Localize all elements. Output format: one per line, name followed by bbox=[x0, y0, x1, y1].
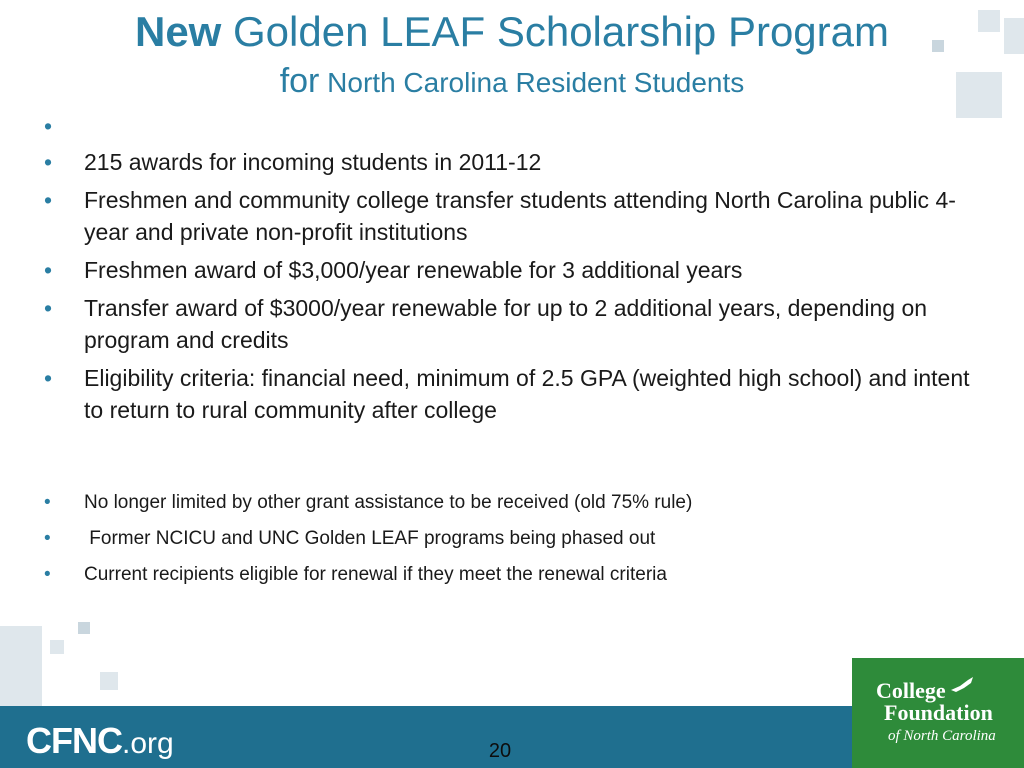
bullet-text: Eligibility criteria: financial need, minimum of 2.5 GPA (weighted high school) and intent to return to rural community after college bbox=[84, 365, 970, 423]
bullet-list bbox=[44, 110, 974, 598]
bullet-dot: • bbox=[44, 365, 53, 391]
page-number: 20 bbox=[488, 740, 512, 762]
logo-foundation: Foundation bbox=[884, 700, 993, 725]
bullet-dot: • bbox=[44, 295, 53, 321]
bullet-item bbox=[44, 184, 974, 248]
title-program: Golden LEAF Scholarship Program bbox=[233, 8, 889, 55]
bullet-dot: • bbox=[44, 528, 51, 549]
bullet-text: Freshmen and community college transfer students attending North Carolina public 4-year and private non-profit institutions bbox=[84, 187, 956, 245]
bullet-item bbox=[44, 362, 974, 426]
cfnc-suffix: .org bbox=[121, 727, 174, 760]
bullet-dot: • bbox=[44, 564, 51, 585]
bullet-item bbox=[44, 292, 974, 356]
bullet-item bbox=[44, 254, 974, 286]
title-line-2 bbox=[0, 64, 1024, 100]
decor-square bbox=[78, 622, 90, 634]
bullet-text: 215 awards for incoming students in 2011-12 bbox=[84, 149, 542, 175]
decor-square bbox=[0, 690, 30, 706]
title-line-1 bbox=[0, 8, 1024, 56]
bullet-item bbox=[44, 490, 974, 516]
bullet-dot: • bbox=[44, 113, 53, 139]
north-carolina-state-icon bbox=[950, 676, 974, 696]
decor-square bbox=[100, 672, 118, 690]
bullet-text: Former NCICU and UNC Golden LEAF programs being phased out bbox=[84, 528, 656, 549]
bullet-text: Freshmen award of $3,000/year renewable for 3 additional years bbox=[84, 257, 743, 283]
title-subtitle: North Carolina Resident Students bbox=[327, 67, 745, 98]
bullet-dot: • bbox=[44, 492, 51, 513]
bullet-spacer bbox=[44, 432, 974, 490]
bullet-text: Transfer award of $3000/year renewable for up to 2 additional years, depending on program and credits bbox=[84, 295, 928, 353]
bullet-dot: • bbox=[44, 149, 53, 175]
slide-title bbox=[0, 8, 1024, 100]
bullet-dot: • bbox=[44, 257, 53, 283]
decor-square bbox=[50, 640, 64, 654]
title-for: for bbox=[279, 62, 320, 100]
bullet-dot: • bbox=[44, 187, 53, 213]
college-foundation-logo bbox=[852, 658, 1024, 768]
logo-college: College bbox=[876, 678, 946, 703]
bullet-text: No longer limited by other grant assistance to be received (old 75% rule) bbox=[84, 492, 693, 513]
bullet-item bbox=[44, 526, 974, 552]
bullet-text: Current recipients eligible for renewal if they meet the renewal criteria bbox=[84, 564, 667, 585]
title-new: New bbox=[134, 8, 222, 55]
cfnc-brand: CFNC bbox=[26, 720, 122, 761]
bullet-item bbox=[44, 562, 974, 588]
cfnc-logo bbox=[26, 720, 174, 762]
logo-of-north-carolina: of North Carolina bbox=[888, 728, 996, 744]
bullet-item bbox=[44, 146, 974, 178]
bullet-item bbox=[44, 110, 974, 142]
